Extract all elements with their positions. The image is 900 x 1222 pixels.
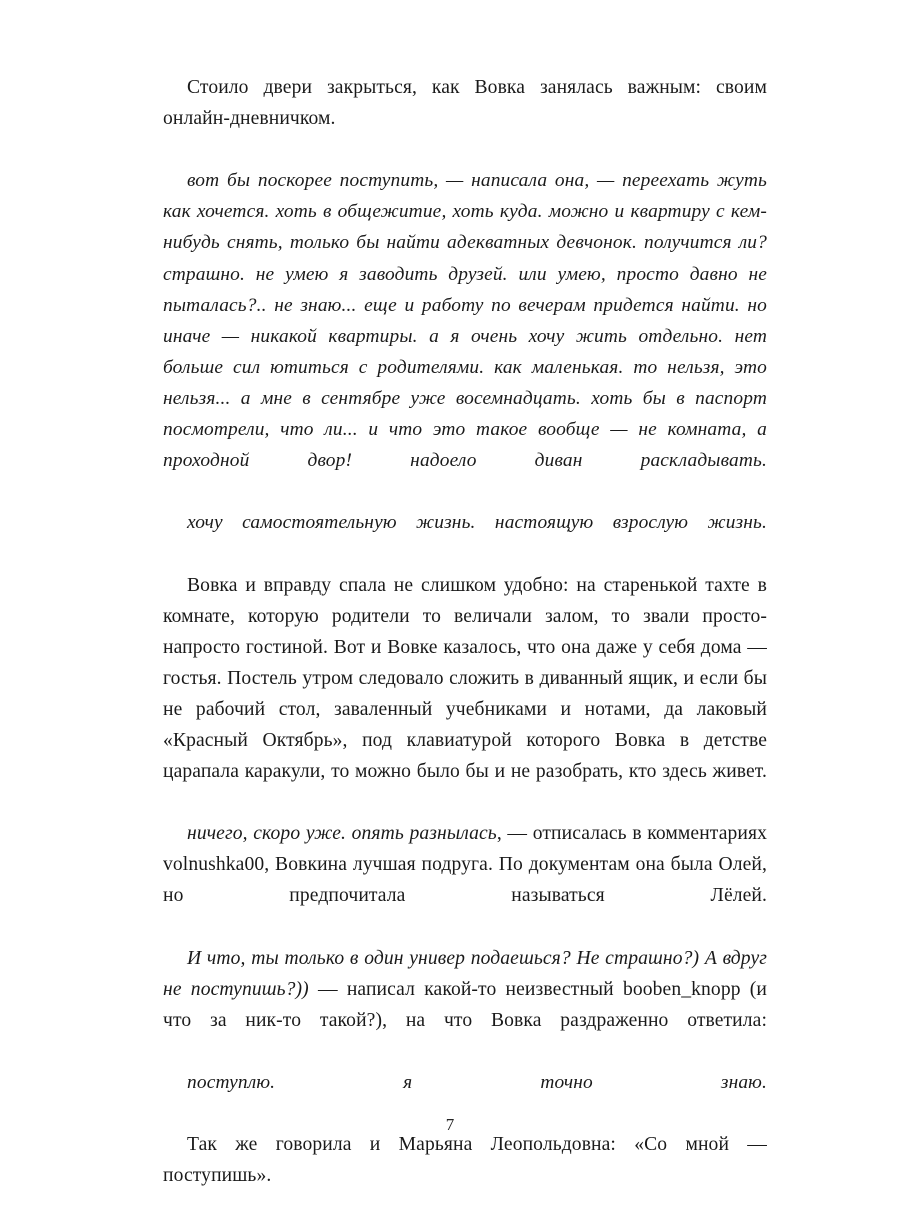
paragraph-5-comment (163, 818, 767, 942)
page-number: 7 (445, 1115, 455, 1134)
paragraph-6-narration-run: — написал какой-то неизвестный booben_knopp (и что за ник-то такой?), на что Вовка раздраженно ответила: (163, 978, 768, 1031)
paragraph-8: Так же говорила и Марьяна Леопольдовна: «Со мной — поступишь». (163, 1134, 767, 1187)
paragraph-5-quote-run: ничего, скоро уже. опять разнылась (187, 823, 497, 845)
paragraph-4: Вовка и вправду спала не слишком удобно: на старенькой тахте в комнате, которую родители то величали залом, то звали просто-напросто гостиной. Вот и Вовке казалось, что она даже у себя дома — гостья. Постель утром следовало сложить в диванный ящик, и если бы не рабочий стол, заваленный учебниками и нотами, да лаковый «Красный Октябрь», под клавиатурой которого Вовка в детстве царапала каракули, то можно было бы и не разобрать, кто здесь живет. (163, 574, 767, 783)
paragraph-2-diary-entry: вот бы поскорее поступить, — написала она, — переехать жуть как хочется. хоть в общежитие, хоть куда. можно и квартиру с кем-нибудь снять, только бы найти адекватных девчонок. получится ли? страшно. не умею я заводить друзей. или умею, просто давно не пыталась?.. не знаю... еще и работу по вечерам придется найти. но иначе — никакой квартиры. а я очень хочу жить отдельно. нет больше сил ютиться с родителями. как маленькая. то нельзя, это нельзя... а мне в сентябре уже восемнадцать. хоть бы в паспорт посмотрели, что ли... и что это такое вообще — не комната, а проходной двор! надоело диван раскладывать. (163, 170, 767, 472)
paragraph-6-quote-run: И что, ты только в один универ подаешься? Не страшно?) А вдруг не поступишь?)) (163, 947, 767, 1000)
paragraph-1: Стоило двери закрыться, как Вовка занялась важным: своим онлайн-дневничком. (163, 77, 767, 130)
page-text-block (163, 72, 767, 1222)
paragraph-3-diary-entry: хочу самостоятельную жизнь. настоящую взрослую жизнь. (187, 512, 767, 534)
paragraph-5-narration-run: , — отписалась в комментариях volnushka00, Вовкина лучшая подруга. По документам она была Олей, но предпочитала называться Лёлей. (163, 823, 767, 907)
paragraph-6-comment (163, 943, 767, 1067)
paragraph-7-diary-entry: поступлю. я точно знаю. (187, 1072, 767, 1093)
